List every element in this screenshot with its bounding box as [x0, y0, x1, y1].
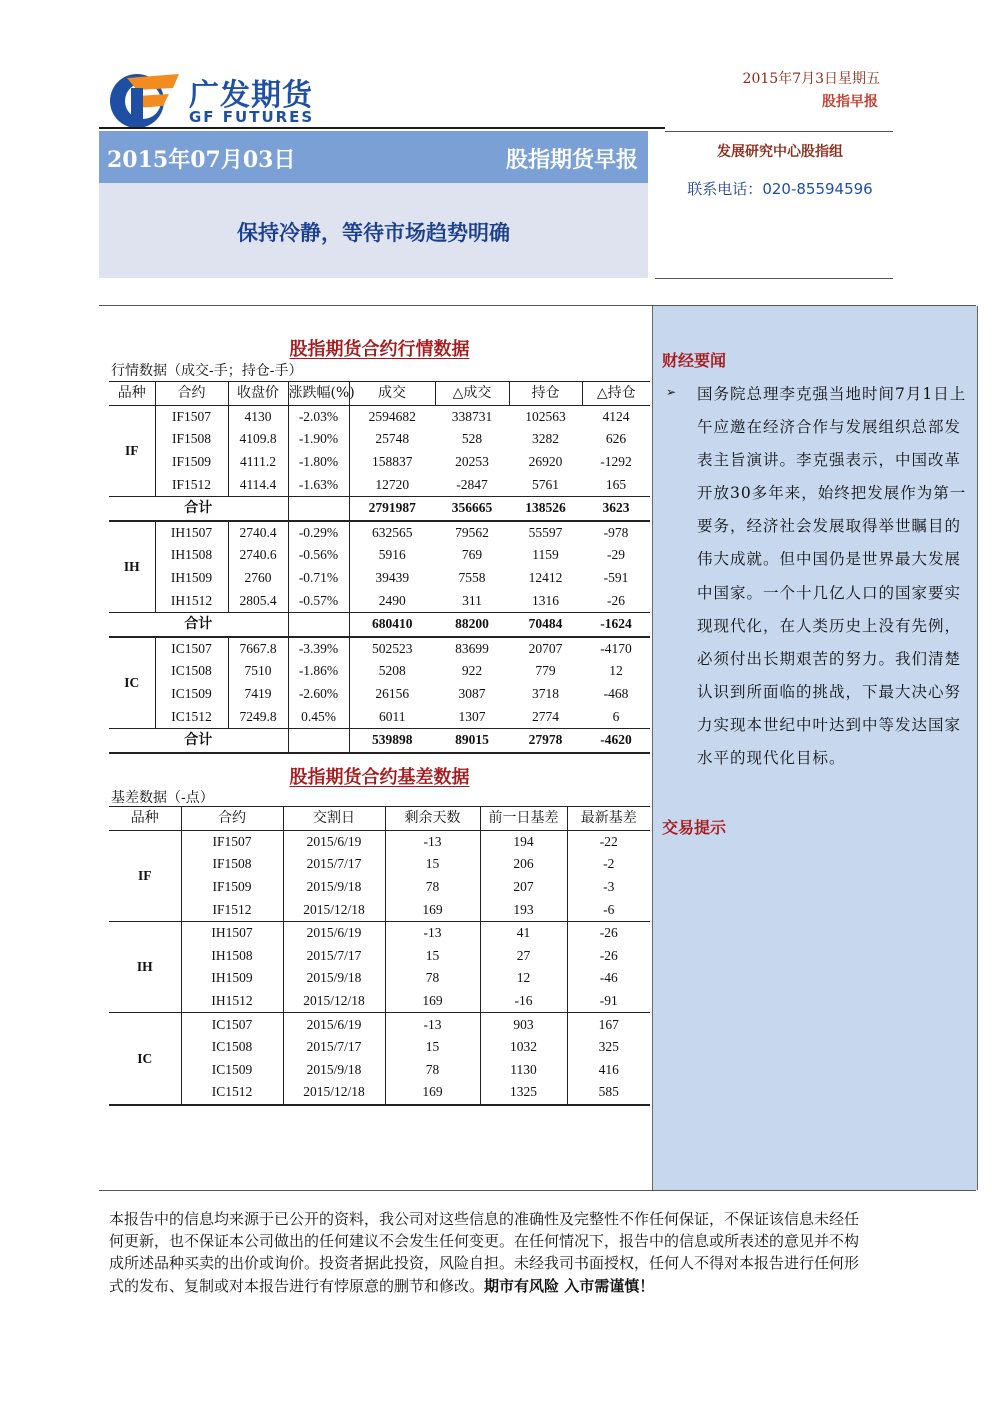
- table-cell: 2774: [532, 708, 559, 724]
- table-cell: 102563: [525, 408, 566, 424]
- table-cell: 79562: [435, 521, 509, 545]
- table-cell: 165: [605, 476, 627, 492]
- total-cell: 3623: [582, 496, 650, 520]
- table-cell: 2740.6: [228, 544, 288, 567]
- table-row: [109, 428, 650, 451]
- news-item: 国务院总理李克强当地时间7月1日上午应邀在经济合作与发展组织总部发表主旨演讲。李克强表示，中国改革开放30多年来，始终把发展作为第一要务，经济社会发展取得举世瞩目的伟大成就。但中国仍是世界最大发展中国家。一个十几亿人口的国家要实现现代化，在人类历史上没有先例，必须付出长期艰苦的努力。我们清楚认识到所面临的挑战，下最大决心努力实现本世纪中叶达到中等发达国家水平的现代化目标。: [697, 385, 967, 768]
- table-cell: 2015/9/18: [283, 876, 385, 899]
- table-cell: IH1508: [181, 945, 283, 968]
- table-cell: -1.63%: [288, 473, 349, 496]
- market-data-table: [109, 381, 650, 754]
- table-cell: IH1507: [181, 921, 283, 944]
- total-cell: 539898: [349, 728, 435, 752]
- table-cell: -468: [603, 686, 629, 702]
- table-cell: -2: [603, 856, 615, 872]
- table-cell: 2015/7/17: [283, 945, 385, 968]
- table-cell: 2015/12/18: [283, 1081, 385, 1105]
- group-label: IH: [109, 521, 155, 613]
- table-cell: IH1508: [155, 544, 228, 567]
- table-cell: 502523: [349, 637, 435, 661]
- table-cell: IH1509: [155, 567, 228, 590]
- department: 发展研究中心股指组: [717, 144, 843, 160]
- table-cell: 15: [385, 1036, 480, 1059]
- report-date: 2015年7月3日星期五: [742, 71, 880, 87]
- table-cell: IF1512: [155, 473, 228, 496]
- total-cell: 356665: [435, 496, 509, 520]
- basis-data-table: [109, 806, 650, 1106]
- table-cell: 1032: [480, 1036, 567, 1059]
- total-cell: 70484: [509, 612, 582, 636]
- table-cell: 7419: [228, 683, 288, 706]
- table-cell: 528: [461, 431, 483, 447]
- table-cell: 1130: [480, 1059, 567, 1082]
- phone-label: 联系电话：: [687, 180, 763, 198]
- total-cell: 89015: [435, 728, 509, 752]
- table-cell: IH1509: [181, 967, 283, 990]
- table-cell: 4130: [228, 405, 288, 428]
- headline-box: [99, 183, 648, 278]
- column-header: 前一日基差: [480, 807, 567, 831]
- column-header: 品种: [109, 807, 181, 831]
- table-cell: 2015/9/18: [283, 967, 385, 990]
- table-header-row: [109, 807, 650, 831]
- table-row: [109, 521, 650, 545]
- table-cell: 922: [461, 663, 483, 679]
- table-cell: -16: [480, 990, 567, 1013]
- table-row: [109, 589, 650, 612]
- table-cell: 311: [462, 592, 482, 608]
- table-cell: 5916: [378, 547, 406, 563]
- total-cell: 680410: [349, 612, 435, 636]
- table-row: [109, 567, 650, 590]
- table-cell: 632565: [349, 521, 435, 545]
- table-row: [109, 473, 650, 496]
- risk-warning: 期市有风险 入市需谨慎！: [484, 1276, 655, 1295]
- basis-data-caption: 基差数据（-点）: [111, 790, 214, 806]
- table-cell: 26920: [528, 454, 563, 470]
- contact-phone: [670, 178, 890, 199]
- table-row: [109, 1059, 650, 1082]
- basis-data-title: 股指期货合约基差数据: [289, 767, 470, 788]
- table-row: [109, 830, 650, 853]
- table-cell: -0.57%: [288, 589, 349, 612]
- group-label: IF: [109, 830, 181, 921]
- table-cell: -3.39%: [288, 637, 349, 661]
- table-cell: 585: [567, 1081, 650, 1105]
- table-row: [109, 683, 650, 706]
- column-header: 合约: [181, 807, 283, 831]
- total-label: 合计: [109, 728, 288, 752]
- banner-report-type: 股指期货早报: [505, 147, 638, 173]
- table-cell: 158837: [372, 454, 413, 470]
- market-data-title: 股指期货合约行情数据: [289, 339, 470, 360]
- table-cell: 25748: [375, 431, 410, 447]
- table-cell: 193: [480, 898, 567, 921]
- table-cell: -29: [607, 547, 625, 563]
- table-cell: 1307: [458, 708, 486, 724]
- table-cell: 206: [480, 853, 567, 876]
- table-cell: 2594682: [368, 408, 416, 424]
- table-cell: 903: [480, 1013, 567, 1036]
- right-header-divider: [665, 131, 893, 132]
- table-row: [109, 967, 650, 990]
- table-cell: 3282: [532, 431, 559, 447]
- table-cell: -591: [603, 570, 629, 586]
- table-cell: 4124: [602, 408, 630, 424]
- report-type: 股指早报: [822, 94, 878, 110]
- table-cell: IF1507: [155, 405, 228, 428]
- table-cell: -0.29%: [288, 521, 349, 545]
- table-cell: 4114.4: [228, 473, 288, 496]
- table-cell: IF1509: [155, 451, 228, 474]
- table-row: [109, 1013, 650, 1036]
- table-cell: 6: [612, 708, 620, 724]
- table-cell: -46: [599, 970, 618, 986]
- table-cell: 15: [385, 945, 480, 968]
- table-cell: -6: [603, 901, 615, 917]
- table-cell: 7249.8: [228, 705, 288, 728]
- table-cell: -2.60%: [288, 683, 349, 706]
- table-cell: 2015/6/19: [283, 1013, 385, 1036]
- disclaimer: [109, 1208, 859, 1297]
- table-cell: 15: [385, 853, 480, 876]
- table-cell: -26: [607, 592, 625, 608]
- column-header: 收盘价: [228, 382, 288, 406]
- contact-divider: [655, 278, 893, 279]
- table-cell: 55597: [509, 521, 582, 545]
- table-cell: 5761: [532, 476, 559, 492]
- table-cell: 2015/9/18: [283, 1059, 385, 1082]
- table-cell: 626: [605, 431, 627, 447]
- table-cell: -2.03%: [288, 405, 349, 428]
- table-cell: IC1512: [155, 705, 228, 728]
- table-cell: 416: [598, 1061, 619, 1077]
- market-data-caption: 行情数据（成交-手；持仓-手）: [111, 363, 303, 379]
- table-row: [109, 705, 650, 728]
- table-cell: 194: [480, 830, 567, 853]
- table-header-row: [109, 382, 650, 406]
- table-cell: 12412: [528, 570, 563, 586]
- column-header: 持仓: [509, 382, 582, 406]
- total-cell: 2791987: [349, 496, 435, 520]
- table-cell: 169: [385, 990, 480, 1013]
- column-header: △持仓: [582, 382, 650, 406]
- table-cell: IC1512: [181, 1081, 283, 1105]
- table-cell: 2805.4: [228, 589, 288, 612]
- table-cell: 7510: [228, 660, 288, 683]
- group-label: IC: [109, 1013, 181, 1105]
- column-header: 合约: [155, 382, 228, 406]
- table-cell: -26: [599, 947, 618, 963]
- table-cell: IC1508: [181, 1036, 283, 1059]
- table-cell: 12: [480, 967, 567, 990]
- table-row: [109, 945, 650, 968]
- table-cell: 338731: [451, 408, 493, 424]
- table-cell: 769: [461, 547, 483, 563]
- table-cell: 2740.4: [228, 521, 288, 545]
- headline: 保持冷静，等待市场趋势明确: [237, 220, 510, 245]
- disclaimer-text: 本报告中的信息均来源于已公开的资料，我公司对这些信息的准确性及完整性不作任何保证，不保证该信息未经任何更新，也不保证本公司做出的任何建议不会发生任何变更。在任何情况下，报告中的信息或所表述的意见并不构成所述品种买卖的出价或询价。投资者据此投资，风险自担。未经我司书面授权，任何人不得对本报告进行任何形式的发布、复制或对本报告进行有悖原意的删节和修改。: [109, 1210, 860, 1295]
- title-banner: [99, 131, 648, 183]
- table-cell: 2490: [378, 592, 406, 608]
- column-header: △成交: [435, 382, 509, 406]
- table-cell: 78: [385, 1059, 480, 1082]
- column-header: 品种: [109, 382, 155, 406]
- table-cell: -1.86%: [288, 660, 349, 683]
- table-cell: 207: [480, 876, 567, 899]
- table-cell: [288, 612, 349, 636]
- table-cell: [288, 728, 349, 752]
- table-row: [109, 1036, 650, 1059]
- table-row: [109, 876, 650, 899]
- table-cell: 779: [535, 663, 556, 679]
- table-cell: 167: [567, 1013, 650, 1036]
- table-cell: -1.90%: [288, 428, 349, 451]
- total-label: 合计: [109, 612, 288, 636]
- table-cell: 3087: [458, 686, 486, 702]
- table-cell: -4170: [582, 637, 650, 661]
- table-cell: 20253: [455, 454, 489, 470]
- table-cell: 41: [480, 921, 567, 944]
- table-cell: -26: [567, 921, 650, 944]
- table-cell: 4111.2: [228, 451, 288, 474]
- finance-news-heading: 财经要闻: [662, 351, 727, 370]
- table-cell: 20707: [509, 637, 582, 661]
- table-row: [109, 921, 650, 944]
- table-cell: -978: [582, 521, 650, 545]
- table-cell: 1159: [532, 547, 559, 563]
- table-cell: 27: [480, 945, 567, 968]
- table-row: [109, 405, 650, 428]
- table-cell: -3: [603, 879, 615, 895]
- table-row: [109, 898, 650, 921]
- table-cell: 2015/7/17: [283, 1036, 385, 1059]
- table-cell: IC1509: [181, 1059, 283, 1082]
- table-row: [109, 451, 650, 474]
- table-cell: IF1508: [181, 853, 283, 876]
- table-row: [109, 1081, 650, 1105]
- table-cell: 6011: [379, 708, 406, 724]
- gf-logo-mark-icon: [107, 68, 185, 130]
- table-cell: -13: [385, 830, 480, 853]
- column-header: 最新基差: [567, 807, 650, 831]
- column-header: 交割日: [283, 807, 385, 831]
- table-row: [109, 544, 650, 567]
- table-cell: IF1508: [155, 428, 228, 451]
- group-label: IC: [109, 637, 155, 729]
- table-cell: -0.71%: [288, 567, 349, 590]
- table-cell: 2015/12/18: [283, 898, 385, 921]
- table-cell: 78: [385, 967, 480, 990]
- table-cell: -13: [385, 1013, 480, 1036]
- table-cell: 12720: [375, 476, 410, 492]
- logo-chinese-text: 广发期货: [189, 78, 313, 113]
- total-cell: 27978: [509, 728, 582, 752]
- table-cell: -0.56%: [288, 544, 349, 567]
- group-label: IF: [109, 405, 155, 496]
- phone-number: 020-85594596: [762, 180, 873, 198]
- group-label: IH: [109, 921, 181, 1012]
- table-cell: IC1507: [181, 1013, 283, 1036]
- table-row: [109, 853, 650, 876]
- table-cell: 2760: [228, 567, 288, 590]
- table-cell: 78: [385, 876, 480, 899]
- bullet-arrow-icon: ➢: [666, 385, 677, 399]
- table-cell: IF1509: [181, 876, 283, 899]
- table-cell: 7667.8: [228, 637, 288, 661]
- table-cell: -2847: [456, 476, 488, 492]
- table-cell: [288, 496, 349, 520]
- column-header: 剩余天数: [385, 807, 480, 831]
- table-cell: IF1507: [181, 830, 283, 853]
- total-cell: 88200: [435, 612, 509, 636]
- table-cell: 26156: [375, 686, 410, 702]
- table-row: [109, 660, 650, 683]
- table-cell: 7558: [458, 570, 486, 586]
- table-cell: 169: [385, 898, 480, 921]
- trading-tips-heading: 交易提示: [662, 818, 727, 837]
- table-cell: 5208: [378, 663, 406, 679]
- table-cell: -22: [599, 833, 618, 849]
- table-cell: 0.45%: [288, 705, 349, 728]
- column-header: 涨跌幅(%): [288, 382, 349, 406]
- table-cell: 3718: [532, 686, 559, 702]
- table-cell: 169: [385, 1081, 480, 1105]
- total-label: 合计: [109, 496, 288, 520]
- total-row: [109, 612, 650, 636]
- table-cell: IH1512: [155, 589, 228, 612]
- table-cell: 12: [609, 663, 623, 679]
- content-bottom-rule: [99, 1190, 976, 1191]
- table-cell: 2015/6/19: [283, 921, 385, 944]
- total-row: [109, 496, 650, 520]
- table-cell: 83699: [435, 637, 509, 661]
- logo-english-text: GF FUTURES: [189, 108, 315, 126]
- table-cell: IH1507: [155, 521, 228, 545]
- total-cell: -4620: [582, 728, 650, 752]
- table-row: [109, 637, 650, 661]
- table-cell: -13: [385, 921, 480, 944]
- table-cell: IH1512: [181, 990, 283, 1013]
- total-cell: 138526: [509, 496, 582, 520]
- table-cell: 325: [598, 1039, 619, 1055]
- table-cell: IC1508: [155, 660, 228, 683]
- column-header: 成交: [349, 382, 435, 406]
- table-cell: 2015/12/18: [283, 990, 385, 1013]
- banner-date: 2015年07月03日: [107, 147, 296, 173]
- table-cell: 1316: [532, 592, 559, 608]
- table-cell: IC1507: [155, 637, 228, 661]
- table-cell: -91: [599, 993, 618, 1009]
- company-logo: [107, 68, 357, 130]
- total-row: [109, 728, 650, 752]
- table-cell: 2015/7/17: [283, 853, 385, 876]
- table-cell: 4109.8: [228, 428, 288, 451]
- table-cell: 39439: [375, 570, 410, 586]
- table-cell: -1292: [600, 454, 632, 470]
- header-divider: [99, 127, 665, 129]
- table-cell: 2015/6/19: [283, 830, 385, 853]
- total-cell: -1624: [582, 612, 650, 636]
- table-cell: IC1509: [155, 683, 228, 706]
- table-cell: 1325: [480, 1081, 567, 1105]
- table-cell: -1.80%: [288, 451, 349, 474]
- table-row: [109, 990, 650, 1013]
- table-cell: IF1512: [181, 898, 283, 921]
